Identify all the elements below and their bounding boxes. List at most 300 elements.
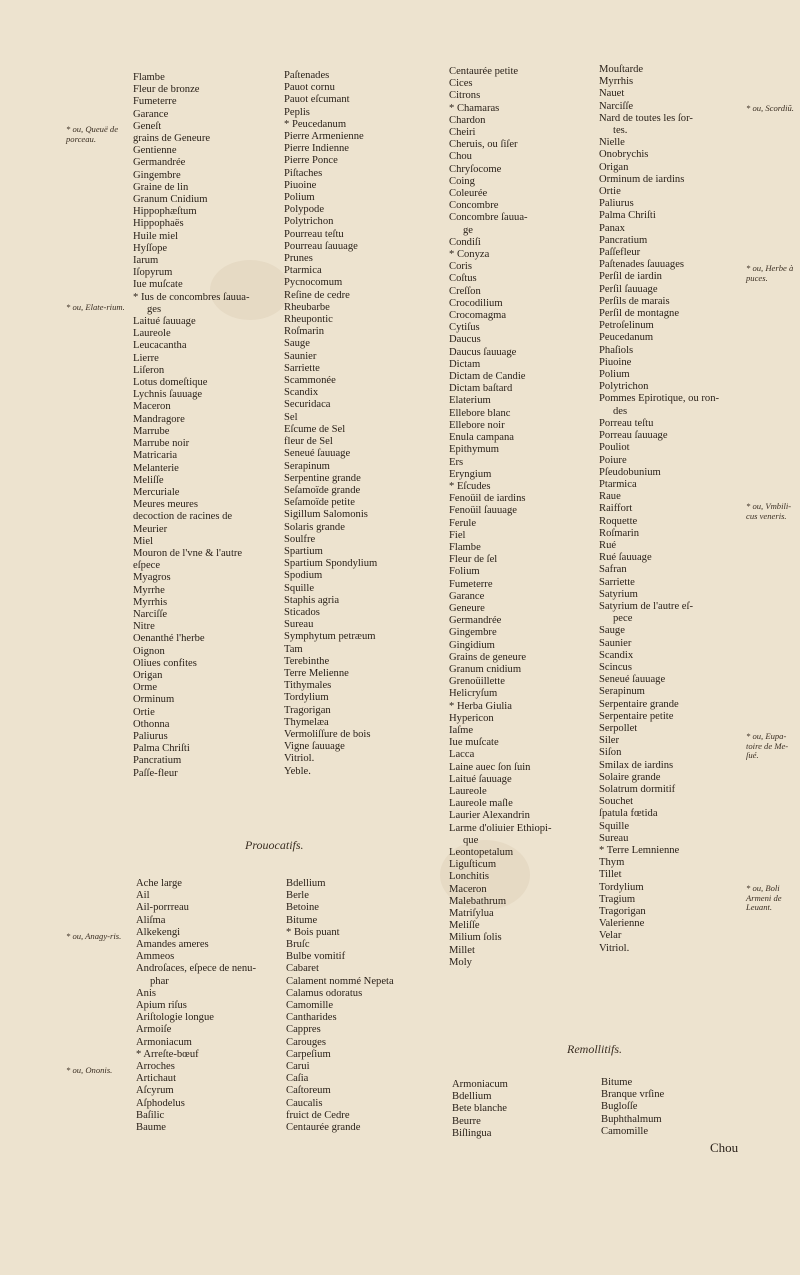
list-item: Biſlingua <box>452 1127 492 1139</box>
list-item: Concombre <box>449 200 499 212</box>
list-item: Serpentaire petite <box>599 710 674 722</box>
list-item: Bete blanche <box>452 1103 508 1115</box>
list-item: Laitué ſauuage <box>449 773 512 785</box>
list-item: Crocodilium <box>449 297 503 309</box>
list-item: Orme <box>133 682 158 694</box>
list-item: Pouliot <box>599 442 630 454</box>
list-item: Leontopetalum <box>449 847 514 858</box>
list-item: Cheruis, ou ſiſer <box>449 139 518 151</box>
list-item: Baume <box>136 1122 167 1134</box>
list-item: Paliurus <box>599 198 634 210</box>
list-item: * Herba Giulia <box>449 700 512 712</box>
list-item: Vigne ſauuage <box>284 741 345 753</box>
list-item: Ptarmica <box>284 265 322 277</box>
list-item: Iaſme <box>449 724 474 736</box>
list-item: Meures meures <box>133 499 199 511</box>
list-item: Spodium <box>284 570 323 582</box>
list-item: Valerienne <box>599 918 645 930</box>
list-item: Sel <box>284 411 298 423</box>
list-item: Creſſon <box>449 285 481 297</box>
list-item: Buphthalmum <box>601 1113 662 1125</box>
list-item: Melanterie <box>133 462 179 474</box>
list-item: Lonchitis <box>449 871 490 883</box>
list-item: Lychnis ſauuage <box>133 389 203 401</box>
list-item: Siſon <box>599 747 622 759</box>
list-item: Roquette <box>599 515 638 527</box>
list-item: Panax <box>599 222 625 234</box>
list-item: Pommes Epirotique, ou ron- <box>599 393 720 405</box>
list-item: Yeble. <box>284 765 311 777</box>
list-item: Ortie <box>133 706 155 718</box>
list-item: Oliues confites <box>133 657 197 669</box>
list-item: Geneure <box>449 602 485 614</box>
list-item: Ellebore noir <box>449 419 505 431</box>
list-item: Flambe <box>133 72 165 83</box>
list-item: Cheiri <box>449 127 476 139</box>
list-item: Pauot eſcumant <box>284 94 350 106</box>
list-item: Dictam baſtard <box>449 383 513 395</box>
list-item: Vermoliſſure de bois <box>284 728 371 740</box>
list-item: Solatrum dormitif <box>599 783 676 795</box>
list-item: Anis <box>136 987 157 999</box>
list-item: Fiel <box>449 529 466 541</box>
list-item: Meurier <box>133 523 168 535</box>
list-item: Bruſc <box>286 939 310 951</box>
list-item: Sticados <box>284 606 320 618</box>
list-item: Ail-porrreau <box>136 902 189 914</box>
list-item: Liguſticum <box>449 859 497 871</box>
list-item: Serpentine grande <box>284 472 361 484</box>
list-item: Chou <box>449 151 472 163</box>
list-item: Camomille <box>286 1000 334 1012</box>
list-item: Saunier <box>599 637 632 649</box>
list-item: Roſmarin <box>599 527 640 539</box>
list-item: Paliurus <box>133 730 168 742</box>
list-item: Granum Cnidium <box>133 194 208 206</box>
list-item: Gingidium <box>449 639 495 651</box>
list-item: Peplis <box>284 106 310 118</box>
list-item: Polypode <box>284 204 325 216</box>
list-item: Apium riſus <box>136 1000 187 1012</box>
list-item: Nauet <box>599 88 625 100</box>
list-item: Siler <box>599 735 620 747</box>
list-item: * Conyza <box>449 249 490 261</box>
list-item: Paſſe-fleur <box>133 767 178 779</box>
list-item: Tillet <box>599 869 622 881</box>
list-item: Coing <box>449 175 475 187</box>
list-item: Alkekengi <box>136 926 181 938</box>
list-item: Tordylium <box>284 692 329 704</box>
list-item: Staphis agria <box>284 594 340 606</box>
list-item: Sauge <box>599 625 625 637</box>
list-item: que <box>463 834 479 846</box>
list-item: Porreau teſtu <box>599 417 654 429</box>
list-item: ſpatula fœtida <box>599 808 658 820</box>
list-item: Perſil ſauuage <box>599 283 658 295</box>
list-item: Aſcyrum <box>136 1085 174 1097</box>
list-item: Phaſiols <box>599 344 634 356</box>
list-item: Laine auec ſon ſuin <box>449 761 531 773</box>
list-item: Geneſt <box>133 120 162 132</box>
list-item: Hyſſope <box>133 242 168 254</box>
list-item: Polium <box>284 192 315 204</box>
list-item: Roſmarin <box>284 326 325 338</box>
list-item: Ariſtologie longue <box>136 1012 214 1024</box>
list-item: Bulbe vomitif <box>286 951 346 963</box>
list-item: Ail <box>136 890 150 902</box>
list-item: Gingembre <box>133 169 181 181</box>
list-item: Symphytum petræum <box>284 631 376 643</box>
list-item: Solaris grande <box>284 521 345 533</box>
list-item: Berle <box>286 890 309 902</box>
list-item: Perſil de montagne <box>599 308 680 320</box>
list-item: Souchet <box>599 796 634 808</box>
list-item: Piſtaches <box>284 167 323 179</box>
margin-note-puces: * ou, Herbe à puces. <box>746 263 794 283</box>
list-item: Origan <box>599 161 629 173</box>
list-item: Raiffort <box>599 503 633 515</box>
list-item: Myrrhis <box>133 596 168 608</box>
list-item: Pierre Indienne <box>284 143 350 155</box>
list-item: Pierre Ponce <box>284 155 338 167</box>
list-item: Carpeſium <box>286 1048 331 1060</box>
list-item: Folium <box>449 566 480 578</box>
list-item: Sarriette <box>599 576 635 588</box>
list-item: Nard de toutes les ſor- <box>599 112 693 124</box>
list-item: Myagros <box>133 572 171 584</box>
list-item: Liſeron <box>133 364 165 376</box>
list-item: Eſcume de Sel <box>284 423 346 435</box>
list-item: Maceron <box>449 883 487 895</box>
list-item: ges <box>147 303 162 315</box>
list-item: * Bois puant <box>286 926 340 938</box>
list-item: Soulfre <box>284 533 316 545</box>
list-item: Pourreau ſauuage <box>284 240 358 252</box>
list-item: Prunes <box>284 253 313 265</box>
list-item: Chryſocome <box>449 163 502 175</box>
list-item: Hippophaës <box>133 218 184 230</box>
list-item: Bitume <box>286 914 318 926</box>
list-item: Coleurée <box>449 188 488 200</box>
list-item: Bdellium <box>452 1091 492 1103</box>
list-item: Polytrichon <box>599 381 649 393</box>
list-item: Thymelæa <box>284 716 329 728</box>
list-item: Polium <box>599 369 630 381</box>
list-item: Myrrhe <box>133 584 165 596</box>
list-item: Paſtenades ſauuages <box>599 259 685 271</box>
list-item: Elaterium <box>449 395 491 407</box>
list-item: Carui <box>286 1061 310 1073</box>
list-item: Garance <box>449 590 485 602</box>
list-item: Pierre Armenienne <box>284 131 364 143</box>
list-item: grains de Geneure <box>133 133 211 145</box>
list-item: Eryngium <box>449 468 492 480</box>
list-item: Petroſelinum <box>599 320 654 332</box>
list-item: Armoiſe <box>136 1024 172 1036</box>
list-item: Paſtenades <box>284 70 330 81</box>
column-3c <box>452 1079 508 1140</box>
list-item: Laureole <box>449 785 487 797</box>
list-item: Mercuriale <box>133 486 180 498</box>
column-2b <box>286 878 394 1134</box>
list-item: Thym <box>599 857 625 869</box>
list-item: Cytiſus <box>449 322 480 334</box>
list-item: Raue <box>599 491 621 503</box>
list-item: Baſilic <box>136 1109 165 1121</box>
list-item: Cabaret <box>286 963 319 975</box>
list-item: Grains de geneure <box>449 651 527 663</box>
list-item: Spartium <box>284 545 323 557</box>
list-item: Daucus <box>449 334 481 346</box>
list-item: Scincus <box>599 661 632 673</box>
list-item: Satyrium de l'autre eſ- <box>599 600 693 612</box>
list-item: Safran <box>599 564 627 576</box>
list-item: Seneué ſauuage <box>284 448 351 460</box>
list-item: Betoine <box>286 902 319 914</box>
list-item: Ptarmica <box>599 478 637 490</box>
list-item: Amandes ameres <box>136 939 209 951</box>
list-item: * Arreſte-bœuf <box>136 1048 199 1060</box>
list-item: Coris <box>449 261 472 273</box>
list-item: Onobrychis <box>599 149 649 161</box>
list-item: Iarum <box>133 255 159 267</box>
margin-note-anagyris: * ou, Anagy-ris. <box>66 931 122 941</box>
list-item: Iſopyrum <box>133 267 173 279</box>
margin-note-boli: * ou, Boli Armeni de Leuant. <box>746 883 782 913</box>
list-item: tes. <box>613 125 628 137</box>
list-item: Pancratium <box>599 234 648 246</box>
list-item: Caucalis <box>286 1097 323 1109</box>
list-item: Arroches <box>136 1061 175 1073</box>
list-item: * Eſcudes <box>449 480 491 492</box>
list-item: Myrrhis <box>599 76 634 88</box>
list-item: Epithymum <box>449 444 500 456</box>
list-item: Chardon <box>449 114 486 126</box>
list-item: Solaire grande <box>599 771 661 783</box>
list-item: Rué <box>599 539 617 551</box>
list-item: ge <box>463 224 473 236</box>
list-item: Ellebore blanc <box>449 407 511 419</box>
list-item: Marrube noir <box>133 438 190 450</box>
list-item: * Chamaras <box>449 102 500 114</box>
list-item: Gentienne <box>133 145 177 157</box>
list-item: Hippophæſtum <box>133 206 197 218</box>
list-item: Moly <box>449 956 472 968</box>
list-item: Condiſi <box>449 236 481 248</box>
list-item: fleur de Sel <box>284 436 333 448</box>
list-item: pece <box>613 613 633 625</box>
list-item: Spartium Spondylium <box>284 558 378 570</box>
list-item: Nitre <box>133 621 155 633</box>
list-item: Mouron de l'vne & l'autre <box>133 547 243 559</box>
list-item: Crocomagma <box>449 310 507 322</box>
margin-note-ononis: * ou, Ononis. <box>66 1065 113 1075</box>
list-item: Tordylium <box>599 881 644 893</box>
list-item: Millet <box>449 944 475 956</box>
column-3d <box>601 1077 664 1138</box>
list-item: Huile miel <box>133 230 179 242</box>
list-item: Sarriette <box>284 362 320 374</box>
list-item: Orminum de iardins <box>599 173 685 185</box>
list-item: Germandrée <box>133 157 186 169</box>
list-item: Piuoine <box>284 179 317 191</box>
list-item: Ammeos <box>136 951 175 963</box>
list-item: Calament nommé Nepeta <box>286 975 394 987</box>
list-item: Palma Chriſti <box>133 743 190 755</box>
list-item: Seſamoïde grande <box>284 484 361 496</box>
list-item: Bitume <box>601 1077 633 1088</box>
list-item: * Terre Lemnienne <box>599 845 680 856</box>
list-item: fruict de Cedre <box>286 1109 350 1121</box>
list-item: Paſſefleur <box>599 247 641 259</box>
list-item: Sureau <box>284 619 314 631</box>
list-item: Armoniacum <box>136 1036 192 1048</box>
heading-prouocatifs: Prouocatifs. <box>245 838 304 852</box>
column-1b <box>284 70 377 778</box>
list-item: Coſtus <box>449 273 477 285</box>
list-item: Vitriol. <box>284 753 315 765</box>
list-item: Concombre ſauua- <box>449 212 528 224</box>
list-item: Mandragore <box>133 413 185 425</box>
list-item: Scandix <box>284 387 319 399</box>
list-item: Squille <box>284 582 315 594</box>
list-item: Androſaces, eſpece de nenu- <box>136 963 257 975</box>
list-item: Rheubarbe <box>284 301 330 313</box>
list-item: Reſine de cedre <box>284 289 350 301</box>
list-item: Piuoine <box>599 356 632 368</box>
list-item: Cappres <box>286 1024 321 1036</box>
list-item: des <box>613 405 628 417</box>
list-item: Marrube <box>133 425 170 437</box>
list-item: Beurre <box>452 1115 481 1127</box>
list-item: Flambe <box>449 541 481 553</box>
list-item: Perſils de marais <box>599 295 670 307</box>
list-item: Tragorigan <box>599 906 646 918</box>
list-item: Scandix <box>599 649 634 661</box>
list-item: Othonna <box>133 718 170 730</box>
list-item: Orminum <box>133 694 175 706</box>
list-item: Gingembre <box>449 627 497 639</box>
list-item: Fleur de ſel <box>449 554 498 566</box>
list-item: Peucedanum <box>599 332 654 344</box>
list-item: Tragorigan <box>284 704 331 716</box>
list-item: Granum cnidium <box>449 663 522 675</box>
list-item: Fenoüil ſauuage <box>449 505 517 517</box>
list-item: Pycnocomum <box>284 277 343 289</box>
list-item: Hypericon <box>449 712 494 724</box>
column-1a <box>133 72 250 780</box>
margin-note-eupatoire: * ou, Eupa-toire de Me-ſué. <box>746 731 789 761</box>
list-item: Narciſſe <box>599 100 634 112</box>
list-item: Fenoüil de iardins <box>449 493 526 505</box>
list-item: Polytrichon <box>284 216 334 228</box>
list-item: Centaurée grande <box>286 1122 361 1134</box>
list-item: Maceron <box>133 401 171 413</box>
list-item: Ortie <box>599 186 621 198</box>
list-item: Vitriol. <box>599 942 630 954</box>
list-item: Serapinum <box>599 686 645 698</box>
heading-remollitifs: Remollitifs. <box>567 1042 622 1056</box>
column-1c <box>449 66 552 969</box>
list-item: Cantharides <box>286 1012 337 1024</box>
list-item: Pſeudobunium <box>599 466 661 478</box>
list-item: Laurier Alexandrin <box>449 810 530 822</box>
list-item: Oignon <box>133 645 165 657</box>
list-item: Tithymales <box>284 680 332 692</box>
list-item: Aliſma <box>136 914 166 926</box>
list-item: Lacca <box>449 749 475 761</box>
margin-note-elaterium: * ou, Elate-rium. <box>66 302 125 312</box>
list-item: Miel <box>133 535 154 547</box>
list-item: Ache large <box>136 878 182 889</box>
list-item: Graine de lin <box>133 181 189 193</box>
list-item: Saunier <box>284 350 317 362</box>
list-item: Milium ſolis <box>449 932 502 944</box>
list-item: phar <box>150 975 169 987</box>
list-item: Fleur de bronze <box>133 84 200 96</box>
list-item: Terebinthe <box>284 655 330 667</box>
list-item: Rué ſauuage <box>599 552 652 564</box>
list-item: Bugloſſe <box>601 1101 638 1113</box>
list-item: Squille <box>599 820 630 832</box>
catchword: Chou <box>710 1140 739 1155</box>
list-item: Aſphodelus <box>136 1097 185 1109</box>
list-item: Mouſtarde <box>599 64 644 75</box>
list-item: Meliſſe <box>133 474 164 486</box>
list-item: Citrons <box>449 90 481 102</box>
list-item: eſpece <box>133 560 161 572</box>
list-item: Caſtoreum <box>286 1085 331 1097</box>
list-item: Branque vrſine <box>601 1089 665 1101</box>
list-item: Grenoüillette <box>449 676 505 688</box>
margin-note-vmbilicus: * ou, Vmbili-cus veneris. <box>746 501 792 521</box>
list-item: Camomille <box>601 1125 649 1137</box>
list-item: Enula campana <box>449 432 515 444</box>
list-item: * Peucedanum <box>284 118 347 130</box>
list-item: Terre Melienne <box>284 667 349 679</box>
list-item: Matriſylua <box>449 908 494 920</box>
list-item: Fumeterre <box>449 578 493 590</box>
list-item: Lierre <box>133 352 159 364</box>
list-item: Poiure <box>599 454 627 466</box>
list-item: Origan <box>133 669 163 681</box>
list-item: Bdellium <box>286 878 326 889</box>
list-item: Matricaria <box>133 450 178 462</box>
list-item: Helicryſum <box>449 688 498 700</box>
list-item: Tam <box>284 643 303 655</box>
list-item: Dictam <box>449 358 481 370</box>
list-item: Lotus domeſtique <box>133 377 208 389</box>
list-item: * Ius de concombres ſauua- <box>133 291 250 303</box>
list-item: Securidaca <box>284 399 331 411</box>
list-item: Malebathrum <box>449 895 507 907</box>
margin-note-queue: * ou, Queuë de porceau. <box>66 124 119 144</box>
list-item: Daucus ſauuage <box>449 346 517 358</box>
list-item: Pourreau teſtu <box>284 228 344 240</box>
list-item: Dictam de Candie <box>449 371 526 383</box>
list-item: Germandrée <box>449 615 502 627</box>
list-item: Rheupontic <box>284 314 333 326</box>
list-item: Nielle <box>599 137 625 149</box>
list-item: Pancratium <box>133 755 182 767</box>
list-item: Laitué ſauuage <box>133 316 196 328</box>
list-item: Velar <box>599 930 622 942</box>
list-item: Ferule <box>449 517 477 529</box>
list-item: Palma Chriſti <box>599 210 656 222</box>
list-item: Perſil de iardin <box>599 271 662 283</box>
list-item: Fumeterre <box>133 96 177 108</box>
list-item: Serpollet <box>599 722 638 734</box>
